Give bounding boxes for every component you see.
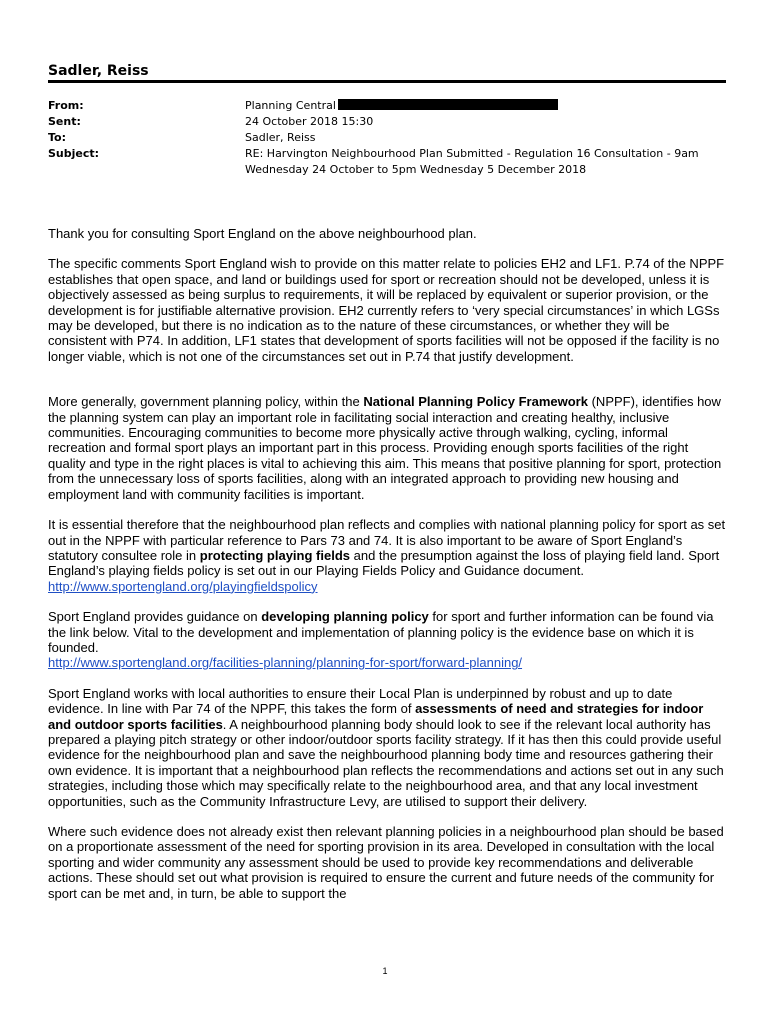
forward-planning-link[interactable]: http://www.sportengland.org/facilities-planning/planning-for-sport/forward-planning/ — [48, 655, 523, 671]
from-value: Planning Central — [245, 99, 336, 112]
from-row — [48, 98, 738, 114]
paragraph-planning-policy: Sport England provides guidance on developing planning policy for sport and further information can be found via the link below. Vital to the development and implementation of planning policy is the evidence base on which it is founded. http://www.sportengland.org/facilities-planning/planning-for-sport/forward-planning/ — [48, 609, 714, 671]
email-body — [48, 226, 728, 916]
sent-label: Sent: — [48, 115, 81, 128]
playing-fields-policy-link[interactable]: http://www.sportengland.org/playingfieldspolicy — [48, 578, 318, 594]
sent-row — [48, 114, 738, 130]
playing-fields-emphasis: protecting playing fields — [199, 547, 350, 563]
header-divider — [48, 80, 726, 83]
paragraph-policy-comments: The specific comments Sport England wish to provide on this matter relate to policies EH2 and LF1. P.74 of the NPPF establishes that open space, and land or buildings used for sport or recreation should not be developed, unless it is objectively assessed as being surplus to requirements, it will be replaced by equivalent or superior provision, or the development is for justifiable alternative provision. EH2 currently refers to ‘very special circumstances’ in which LGSs may be developed, but there is no indication as to the nature of these circumstances, or whether they will be consistent with P74. In addition, LF1 states that development of sports facilities will not be opposed if the facility is no longer viable, which is not one of the circumstances set out in P.74 that justify development. — [48, 256, 725, 364]
redaction-bar — [338, 99, 558, 110]
planning-policy-emphasis: developing planning policy — [261, 609, 429, 625]
subject-row — [48, 146, 738, 178]
to-row — [48, 130, 738, 146]
paragraph-local-plan: Sport England works with local authorities to ensure their Local Plan is underpinned by robust and up to date evidence. In line with Par 74 of the NPPF, this takes the form of assessments of need and strategies for indoor and outdoor sports facilities. A neighbourhood planning body should look to see if the relevant local authority has prepared a playing pitch strategy or other indoor/outdoor sports facility strategy. If it has then this could provide useful evidence for the neighbourhood plan and save the neighbourhood planning body time and resources gathering their own evidence. It is important that a neighbourhood plan reflects the recommendations and actions set out in any such strategies, including those which may specifically relate to the neighbourhood area, and that any local investment opportunities, such as the Community Infrastructure Levy, are utilised to support their delivery. — [48, 685, 724, 809]
subject-line-2: Wednesday 24 October to 5pm Wednesday 5 December 2018 — [245, 163, 587, 176]
from-label: From: — [48, 99, 84, 112]
paragraph-playing-fields: It is essential therefore that the neighbourhood plan reflects and complies with national planning policy for sport as set out in the NPPF with particular reference to Pars 73 and 74. It is also important to be aware of Sport England’s statutory consultee role in protecting playing fields and the presumption against the loss of playing field land. Sport England’s playing fields policy is set out in our Playing Fields Policy and Guidance document. http://www.sportengland.org/playingfieldspolicy — [48, 517, 726, 594]
subject-line-1: RE: Harvington Neighbourhood Plan Submitted - Regulation 16 Consultation - 9am — [245, 147, 699, 160]
sender-name: Sadler, Reiss — [48, 63, 149, 79]
subject-label: Subject: — [48, 147, 100, 160]
page-number: 1 — [382, 966, 388, 976]
paragraph-intro: Thank you for consulting Sport England on the above neighbourhood plan. — [48, 226, 477, 241]
to-label: To: — [48, 131, 66, 144]
assessments-emphasis: assessments of need and strategies for indoor and outdoor sports facilities — [48, 701, 704, 732]
email-header — [48, 98, 738, 178]
nppf-emphasis: National Planning Policy Framework — [363, 394, 588, 410]
to-value: Sadler, Reiss — [245, 131, 316, 144]
paragraph-nppf: More generally, government planning policy, within the National Planning Policy Framework (NPPF), identifies how the planning system can play an important role in facilitating social interaction and creating healthy, inclusive communities. Encouraging communities to become more physically active through walking, cycling, informal recreation and formal sport plays an important part in this process. Providing enough sports facilities of the right quality and type in the right places is vital to achieving this aim. This means that positive planning for sport, protection from the unnecessary loss of sports facilities, along with an integrated approach to providing new housing and employment land with community facilities is important. — [48, 394, 722, 502]
sent-value: 24 October 2018 15:30 — [245, 115, 374, 128]
paragraph-evidence: Where such evidence does not already exist then relevant planning policies in a neighbourhood plan should be based on a proportionate assessment of the need for sporting provision in its area. Developed in consultation with the local sporting and wider community any assessment should be used to provide key recommendations and deliverable actions. These should set out what provision is required to ensure the current and future needs of the community for sport can be met and, in turn, be able to support the — [48, 824, 724, 901]
